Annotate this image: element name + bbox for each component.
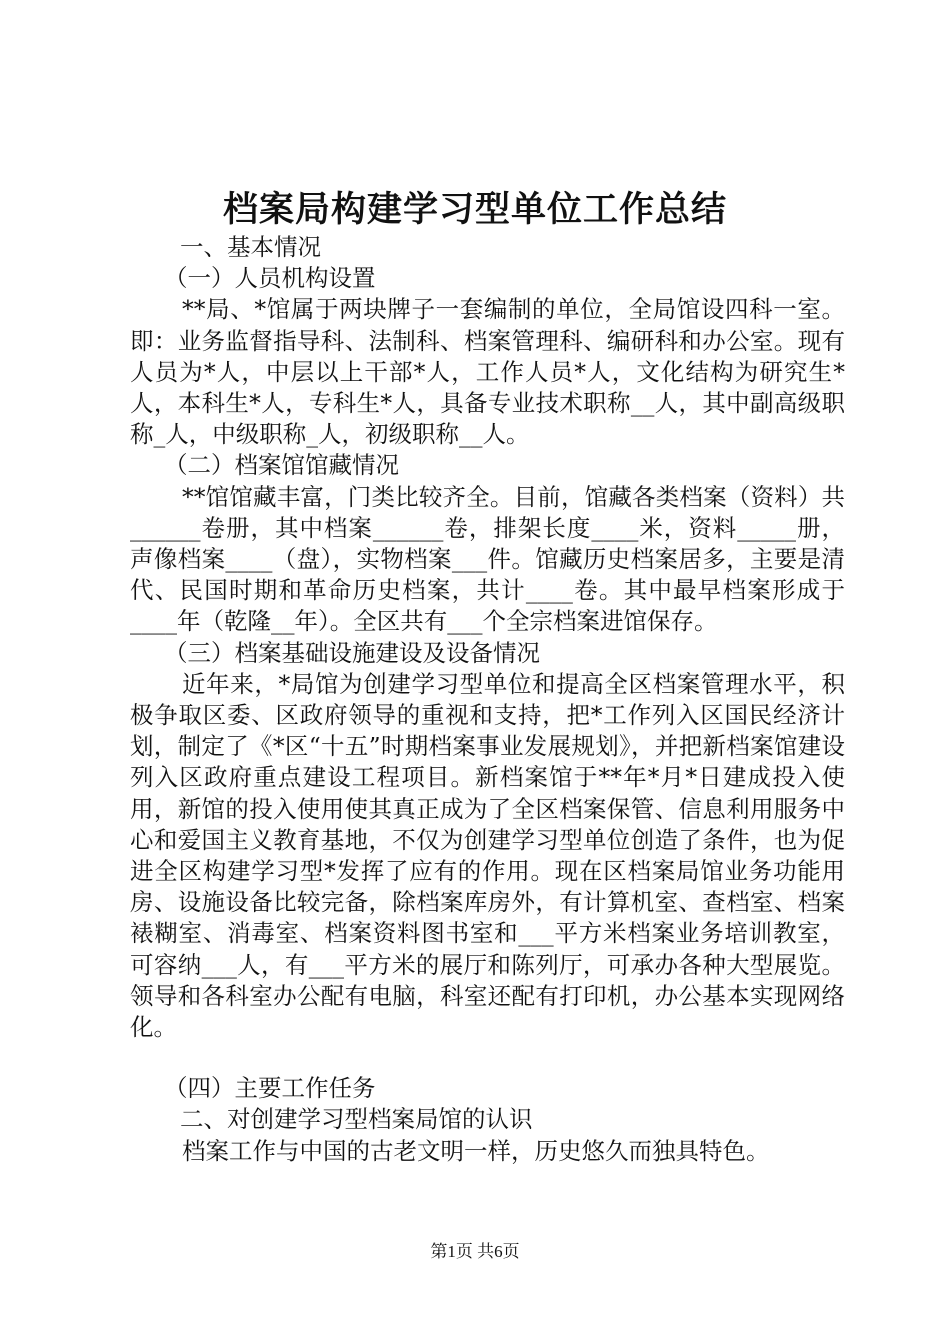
subsection-heading-tasks: （四）主要工作任务 [164, 1074, 376, 1103]
page-footer: 第1页 共6页 [430, 1242, 520, 1261]
section-heading-basic-info: 一、基本情况 [180, 233, 321, 261]
document-title: 档案局构建学习型单位工作总结 [222, 189, 727, 230]
subsection-heading-collection: （二）档案馆馆藏情况 [164, 451, 399, 480]
paragraph-collection: **馆馆藏丰富，门类比较齐全。目前，馆藏各类档案（资料）共______卷册，其中档案______卷，排架长度____米，资料_____册，声像档案____（盘），实物档案___件。馆藏历史档案居多，主要是清代、民国时期和革命历史档案，共计____卷。其中最早档案形成于____年（乾隆__年）。全区共有___个全宗档案进馆保存。 [130, 482, 845, 636]
paragraph-staff: **局、*馆属于两块牌子一套编制的单位，全局馆设四科一室。即：业务监督指导科、法制科、档案管理科、编研科和办公室。现有人员为*人，中层以上干部*人，工作人员*人，文化结构为研究生*人，本科生*人，专科生*人，具备专业技术职称__人，其中副高级职称_人，中级职称_人，初级职称__人。 [130, 295, 845, 449]
subsection-heading-staff: （一）人员机构设置 [164, 264, 376, 293]
subsection-heading-facilities: （三）档案基础设施建设及设备情况 [164, 638, 540, 667]
paragraph-gap [130, 1043, 845, 1073]
document-body [130, 232, 845, 1167]
paragraph-facilities: 近年来，*局馆为创建学习型单位和提高全区档案管理水平，积极争取区委、区政府领导的重视和支持，把*工作列入区国民经济计划，制定了《*区“十五”时期档案事业发展规划》，并把新档案馆建设列入区政府重点建设工程项目。新档案馆于**年*月*日建成投入使用，新馆的投入使用使其真正成为了全区档案保管、信息利用服务中心和爱国主义教育基地，不仅为创建学习型单位创造了条件，也为促进全区构建学习型*发挥了应有的作用。现在区档案局馆业务功能用房、设施设备比较完备，除档案库房外，有计算机室、查档室、档案裱糊室、消毒室、档案资料图书室和___平方米档案业务培训教室，可容纳___人，有___平方米的展厅和陈列厅，可承办各种大型展览。领导和各科室办公配有电脑，科室还配有打印机，办公基本实现网络化。 [130, 669, 845, 1042]
section-heading-understanding: 二、对创建学习型档案局馆的认识 [180, 1105, 533, 1134]
paragraph-understanding: 档案工作与中国的古老文明一样，历史悠久而独具特色。 [182, 1136, 770, 1165]
